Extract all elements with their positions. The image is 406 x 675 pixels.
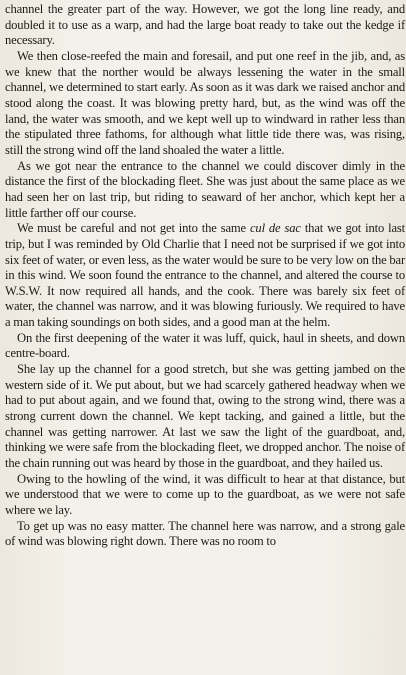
paragraph-text: To get up was no easy matter. The channel here was narrow, and a strong gale of wind was blowing right down. There was no room to: [5, 518, 405, 549]
paragraph: [5, 362, 405, 472]
paragraph-text: We must be careful and not get into the same: [17, 221, 250, 236]
paragraph: [5, 472, 405, 519]
paragraph: [5, 49, 405, 159]
paragraph-text: We then close-reefed the main and foresail, and put one reef in the jib, and, as we knew that the norther would be always lessening the water in the small channel, we determined to start early. As soon as it was dark we raised anchor and stood along the coast. It was blowing pretty hard, but, as the wind was off the land, the water was smooth, and we kept well up to windward in rather less than the stipulated three fathoms, for although what little tide there was, was rising, still the strong wind off the land shoaled the water a little.: [5, 48, 405, 157]
paragraph: [5, 519, 405, 550]
italic-phrase: cul de sac: [249, 221, 301, 236]
paragraph: [5, 159, 405, 222]
paragraph-text: As we got near the entrance to the channel we could discover dimly in the distance the first of the blockading fleet. She was just about the same place as we had seen her on last trip, but riding to seaward of her anchor, which kept her a little farther off our course.: [5, 158, 405, 220]
paragraph-text: that we got into last trip, but I was reminded by Old Charlie that I need not be surprised if we got into six feet of water, or even less, as the water would be sure to be very low on the bar in this wind. We soon found the entrance to the channel, and altered the course to W.S.W. It now required all hands, and the cook. There was barely six feet of water, the channel was narrow, and it was blowing furiously. We required to have a man taking soundings on both sides, and a good man at the helm.: [5, 221, 405, 330]
paragraph-text: channel the greater part of the way. However, we got the long line ready, and doubled it to use as a warp, and had the large boat ready to take out the kedge if necessary.: [5, 2, 405, 48]
body-text: [5, 2, 405, 550]
paragraph: [5, 221, 405, 331]
paragraph: [5, 331, 405, 362]
paragraph-text: She lay up the channel for a good stretch, but she was getting jambed on the western side of it. We put about, but we had scarcely gathered headway when we had to put about again, and we found that, owing to the strong wind, there was a strong current down the channel. We kept tacking, and gained a little, but the channel was getting narrower. At last we saw the light of the guardboat, and, thinking we were safe from the blockading fleet, we dropped anchor. The noise of the chain running out was heard by those in the guardboat, and they hailed us.: [5, 362, 405, 471]
paragraph: [5, 2, 405, 49]
paragraph-text: On the first deepening of the water it was luff, quick, haul in sheets, and down centre-board.: [5, 330, 405, 361]
paragraph-text: Owing to the howling of the wind, it was difficult to hear at that distance, but we understood that we were to come up to the guardboat, as we were not safe where we lay.: [5, 471, 405, 517]
